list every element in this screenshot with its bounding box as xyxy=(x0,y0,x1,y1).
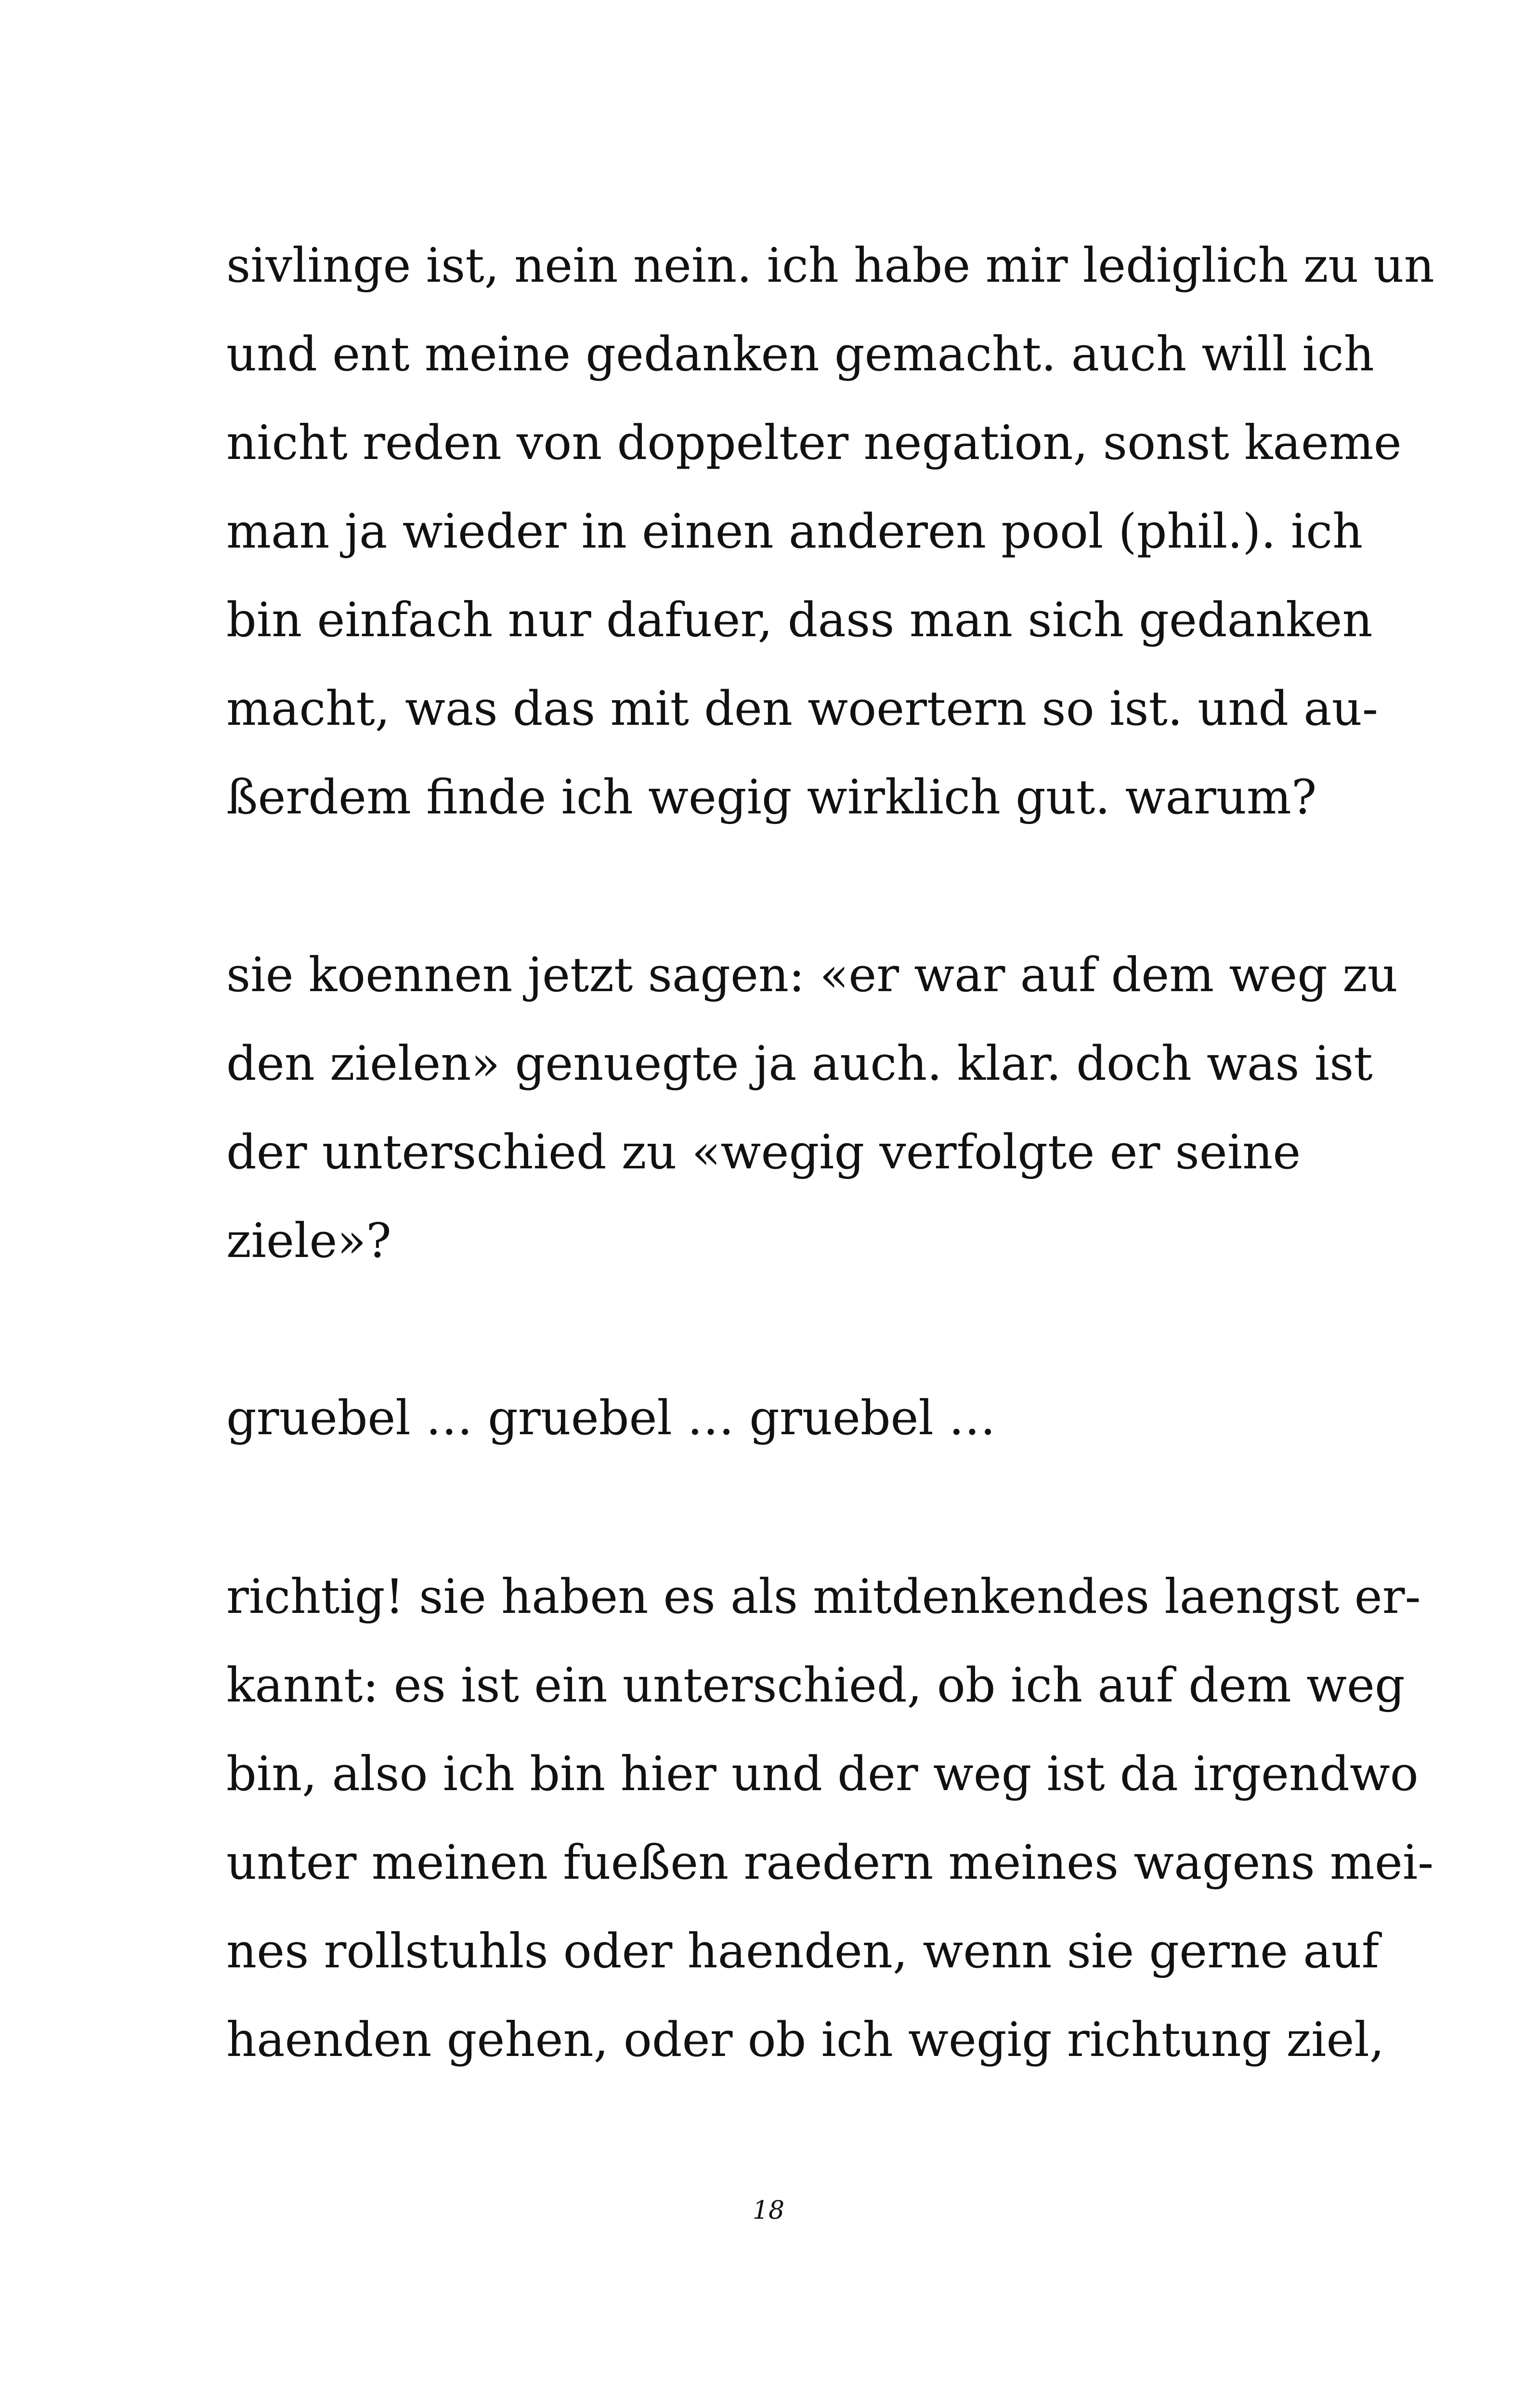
text-line: ziele»? xyxy=(226,1214,391,1269)
text-line: ßerdem finde ich wegig wirklich gut. warum? xyxy=(226,770,1317,825)
text-line: den zielen» genuegte ja auch. klar. doch was ist xyxy=(226,1036,1373,1091)
text-line: macht, was das mit den woertern so ist. und au- xyxy=(226,681,1378,736)
paragraph-2 xyxy=(226,931,1398,1285)
text-line: sivlinge ist, nein nein. ich habe mir lediglich zu un xyxy=(226,238,1434,293)
text-line: man ja wieder in einen anderen pool (phil.). ich xyxy=(226,504,1363,559)
text-line: nes rollstuhls oder haenden, wenn sie gerne auf xyxy=(226,1924,1380,1979)
paragraph-3 xyxy=(226,1374,1293,1463)
text-line: gruebel … gruebel … gruebel … xyxy=(226,1391,996,1446)
text-line: nicht reden von doppelter negation, sonst kaeme xyxy=(226,416,1402,471)
text-line: und ent meine gedanken gemacht. auch will ich xyxy=(226,327,1374,382)
text-line: der unterschied zu «wegig verfolgte er seine xyxy=(226,1125,1301,1180)
text-line: unter meinen fueßen raedern meines wagens mei- xyxy=(226,1835,1434,1890)
page-number: 18 xyxy=(752,2196,785,2225)
text-line: kannt: es ist ein unterschied, ob ich auf dem weg xyxy=(226,1658,1405,1713)
text-line: sie koennen jetzt sagen: «er war auf dem weg zu xyxy=(226,948,1398,1003)
paragraph-4 xyxy=(226,1553,1434,2084)
text-line: bin, also ich bin hier und der weg ist da irgendwo xyxy=(226,1747,1419,1802)
paragraph-1 xyxy=(226,222,1434,842)
text-line: bin einfach nur dafuer, dass man sich gedanken xyxy=(226,593,1373,648)
text-line: haenden gehen, oder ob ich wegig richtung ziel, xyxy=(226,2013,1385,2068)
text-line: richtig! sie haben es als mitdenkendes laengst er- xyxy=(226,1570,1421,1624)
